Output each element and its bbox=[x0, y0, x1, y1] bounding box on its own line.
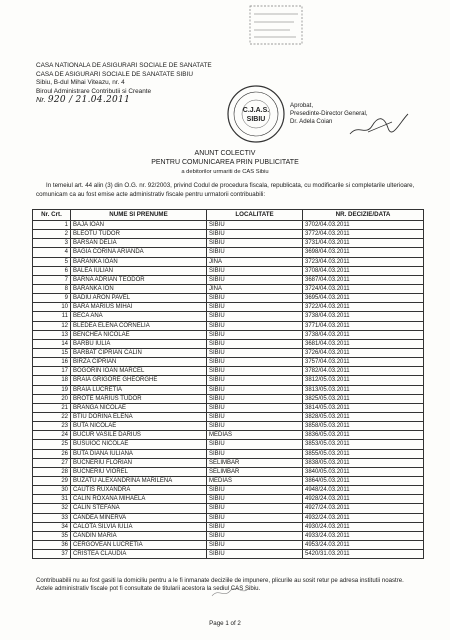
table-row bbox=[33, 367, 424, 376]
cell-name: BARANKA ION bbox=[71, 284, 207, 293]
cell-locality: SIBIU bbox=[207, 339, 303, 348]
cell-decision: 3812/05.03.2011 bbox=[303, 376, 424, 385]
cell-name: BIRZA CIPRIAN bbox=[71, 358, 207, 367]
stamp-text-top: C.J.A.S. bbox=[242, 107, 270, 114]
cell-name: BAJA IOAN bbox=[71, 221, 207, 230]
table-row bbox=[33, 431, 424, 440]
cell-name: BOGORIN IOAN MARCEL bbox=[71, 367, 207, 376]
cell-locality: SELIMBAR bbox=[207, 467, 303, 476]
cell-nr: 19 bbox=[33, 385, 71, 394]
cell-locality: SIBIU bbox=[207, 321, 303, 330]
cell-name: BARBU IULIA bbox=[71, 339, 207, 348]
cell-nr: 10 bbox=[33, 303, 71, 312]
table-row bbox=[33, 239, 424, 248]
cell-decision: 3738/04.03.2011 bbox=[303, 330, 424, 339]
cell-nr: 17 bbox=[33, 367, 71, 376]
cell-decision: 3708/04.03.2011 bbox=[303, 266, 424, 275]
notice-title bbox=[0, 150, 450, 176]
cell-name: CERGOVEAN LUCRETIA bbox=[71, 540, 207, 549]
table-row bbox=[33, 330, 424, 339]
table-row bbox=[33, 531, 424, 540]
debtors-table bbox=[32, 209, 424, 559]
cell-nr: 23 bbox=[33, 422, 71, 431]
table-row bbox=[33, 376, 424, 385]
table-row bbox=[33, 358, 424, 367]
cell-decision: 3738/04.03.2011 bbox=[303, 312, 424, 321]
cell-nr: 13 bbox=[33, 330, 71, 339]
cell-nr: 20 bbox=[33, 394, 71, 403]
cell-name: BTIU DORINA ELENA bbox=[71, 412, 207, 421]
cell-decision: 3838/05.03.2011 bbox=[303, 458, 424, 467]
cell-decision: 4932/24.03.2011 bbox=[303, 513, 424, 522]
cell-locality: SIBIU bbox=[207, 266, 303, 275]
cell-nr: 35 bbox=[33, 531, 71, 540]
cell-name: BUTA DIANA IULIANA bbox=[71, 449, 207, 458]
table-row bbox=[33, 440, 424, 449]
table-body bbox=[33, 221, 424, 559]
cell-nr: 21 bbox=[33, 403, 71, 412]
cell-decision: 3681/04.03.2011 bbox=[303, 339, 424, 348]
cell-decision: 3698/04.03.2011 bbox=[303, 248, 424, 257]
cell-nr: 25 bbox=[33, 440, 71, 449]
cell-locality: SIBIU bbox=[207, 513, 303, 522]
cell-nr: 15 bbox=[33, 348, 71, 357]
cell-decision: 3722/04.03.2011 bbox=[303, 303, 424, 312]
cell-locality: SIBIU bbox=[207, 348, 303, 357]
cell-locality: MEDIAS bbox=[207, 476, 303, 485]
table-row bbox=[33, 275, 424, 284]
cell-locality: SIBIU bbox=[207, 394, 303, 403]
cell-name: CANDIN MARIA bbox=[71, 531, 207, 540]
cell-decision: 3731/04.03.2011 bbox=[303, 239, 424, 248]
cell-locality: SIBIU bbox=[207, 495, 303, 504]
cell-decision: 4927/24.03.2011 bbox=[303, 504, 424, 513]
cell-name: BUCUR VASILE DARIUS bbox=[71, 431, 207, 440]
cell-nr: 5 bbox=[33, 257, 71, 266]
cell-decision: 3836/05.03.2011 bbox=[303, 431, 424, 440]
stamp-text-bottom: SIBIU bbox=[246, 116, 266, 123]
cell-name: CALIN ROXANA MIHAELA bbox=[71, 495, 207, 504]
cell-name: BRANGA NICOLAE bbox=[71, 403, 207, 412]
cell-decision: 3726/04.03.2011 bbox=[303, 348, 424, 357]
cell-locality: SIBIU bbox=[207, 294, 303, 303]
table-row bbox=[33, 550, 424, 559]
table-row bbox=[33, 486, 424, 495]
cell-locality: SIBIU bbox=[207, 422, 303, 431]
cell-locality: SIBIU bbox=[207, 522, 303, 531]
official-stamp bbox=[226, 84, 286, 144]
cell-decision: 3723/04.03.2011 bbox=[303, 257, 424, 266]
cell-decision: 4953/24.03.2011 bbox=[303, 540, 424, 549]
approval-line-3: Dr. Adela Coian bbox=[290, 117, 333, 125]
cell-locality: SIBIU bbox=[207, 367, 303, 376]
cell-locality: SIBIU bbox=[207, 550, 303, 559]
cell-nr: 8 bbox=[33, 284, 71, 293]
cell-name: BRAIA GRIGORE GHEORGHE bbox=[71, 376, 207, 385]
table-row bbox=[33, 348, 424, 357]
cell-locality: SIBIU bbox=[207, 449, 303, 458]
table-row bbox=[33, 312, 424, 321]
table-row bbox=[33, 230, 424, 239]
table-header-row bbox=[33, 210, 424, 221]
footer-line-2: Actele administrativ fiscale pot fi consultate de titularii acestora la sediul CAS Sibiu. bbox=[36, 585, 261, 593]
cell-name: CALOTA SILVIA IULIA bbox=[71, 522, 207, 531]
cell-name: BUSUIOC NICOLAE bbox=[71, 440, 207, 449]
cell-nr: 30 bbox=[33, 486, 71, 495]
cell-nr: 26 bbox=[33, 449, 71, 458]
cell-name: CRISTEA CLAUDIA bbox=[71, 550, 207, 559]
cell-name: BARA MARIUS MIHAI bbox=[71, 303, 207, 312]
table-row bbox=[33, 449, 424, 458]
cell-decision: 3771/04.03.2011 bbox=[303, 321, 424, 330]
registration-value: 920 / 21.04.2011 bbox=[47, 95, 131, 106]
cell-name: BADIU ARON PAVEL bbox=[71, 294, 207, 303]
cell-nr: 14 bbox=[33, 339, 71, 348]
table-row bbox=[33, 513, 424, 522]
cell-nr: 18 bbox=[33, 376, 71, 385]
table-row bbox=[33, 476, 424, 485]
cell-decision: 3772/04.03.2011 bbox=[303, 230, 424, 239]
table-row bbox=[33, 294, 424, 303]
cell-decision: 3840/05.03.2011 bbox=[303, 467, 424, 476]
table-row bbox=[33, 385, 424, 394]
cell-locality: SIBIU bbox=[207, 312, 303, 321]
cell-decision: 3814/05.03.2011 bbox=[303, 403, 424, 412]
column-header-name: NUME SI PRENUME bbox=[71, 210, 207, 221]
cell-name: BLEDEA ELENA CORNELIA bbox=[71, 321, 207, 330]
cell-decision: 4948/24.03.2011 bbox=[303, 486, 424, 495]
title-line-3: a debitorilor urmariti de CAS Sibiu bbox=[181, 168, 269, 175]
cell-decision: 3825/05.03.2011 bbox=[303, 394, 424, 403]
cell-locality: JINA bbox=[207, 284, 303, 293]
table-row bbox=[33, 221, 424, 230]
cell-locality: SIBIU bbox=[207, 412, 303, 421]
cell-name: BLEOTU TUDOR bbox=[71, 230, 207, 239]
cell-decision: 4933/24.03.2011 bbox=[303, 531, 424, 540]
registration-number bbox=[36, 96, 212, 105]
cell-locality: SIBIU bbox=[207, 221, 303, 230]
cell-nr: 33 bbox=[33, 513, 71, 522]
table-row bbox=[33, 339, 424, 348]
cell-decision: 3828/05.03.2011 bbox=[303, 412, 424, 421]
cell-nr: 9 bbox=[33, 294, 71, 303]
table-row bbox=[33, 284, 424, 293]
table-row bbox=[33, 394, 424, 403]
approval-line-2: Presedinte-Director General, bbox=[290, 109, 368, 117]
header-line-3: Sibiu, B-dul Mihai Viteazu, nr. 4 bbox=[36, 79, 125, 87]
table-row bbox=[33, 467, 424, 476]
cell-decision: 3855/05.03.2011 bbox=[303, 449, 424, 458]
intro-paragraph: In temeiul art. 44 alin (3) din O.G. nr. 92/2003, privind Codul de procedura fiscala, republicata, cu modificarile si completarile ulterioare, comunicam ca au fost emise acte administrativ fiscale pentru urmatorii contribuabili: bbox=[36, 182, 415, 198]
cell-locality: SIBIU bbox=[207, 230, 303, 239]
table-row bbox=[33, 540, 424, 549]
cell-name: CANDEA MINERVA bbox=[71, 513, 207, 522]
cell-name: BROTE MARIUS TUDOR bbox=[71, 394, 207, 403]
cell-nr: 31 bbox=[33, 495, 71, 504]
cell-nr: 37 bbox=[33, 550, 71, 559]
cell-nr: 11 bbox=[33, 312, 71, 321]
cell-nr: 3 bbox=[33, 239, 71, 248]
cell-name: BUCNERIU VIOREL bbox=[71, 467, 207, 476]
cell-nr: 7 bbox=[33, 275, 71, 284]
table-row bbox=[33, 257, 424, 266]
table-row bbox=[33, 458, 424, 467]
cell-name: CALIN STEFANA bbox=[71, 504, 207, 513]
cell-decision: 3687/04.03.2011 bbox=[303, 275, 424, 284]
header-line-2: CASA DE ASIGURARI SOCIALE DE SANATATE SIBIU bbox=[36, 70, 193, 78]
cell-name: BENCHEA NICOLAE bbox=[71, 330, 207, 339]
cell-nr: 1 bbox=[33, 221, 71, 230]
cell-name: BALEA IULIAN bbox=[71, 266, 207, 275]
cell-nr: 12 bbox=[33, 321, 71, 330]
institution-header bbox=[36, 62, 212, 105]
column-header-decision: NR. DECIZIE/DATA bbox=[303, 210, 424, 221]
cell-nr: 27 bbox=[33, 458, 71, 467]
cell-name: BARANKA IOAN bbox=[71, 257, 207, 266]
approval-line-1: Aprobat, bbox=[290, 102, 314, 109]
table-row bbox=[33, 303, 424, 312]
cell-decision: 3782/04.03.2011 bbox=[303, 367, 424, 376]
cell-name: BARBAT CIPRIAN CALIN bbox=[71, 348, 207, 357]
cell-decision: 3858/05.03.2011 bbox=[303, 422, 424, 431]
cell-nr: 34 bbox=[33, 522, 71, 531]
cell-decision: 3853/05.03.2011 bbox=[303, 440, 424, 449]
table-row bbox=[33, 412, 424, 421]
cell-name: BAGIA CORINA ARIANDA bbox=[71, 248, 207, 257]
cell-name: BRAIA LUCRETIA bbox=[71, 385, 207, 394]
table-row bbox=[33, 248, 424, 257]
cell-decision: 3864/05.03.2011 bbox=[303, 476, 424, 485]
handwritten-signature bbox=[348, 110, 410, 140]
cell-decision: 3702/04.03.2011 bbox=[303, 221, 424, 230]
cell-locality: SIBIU bbox=[207, 531, 303, 540]
top-stamp-mark bbox=[246, 4, 306, 48]
cell-decision: 3813/05.03.2011 bbox=[303, 385, 424, 394]
table-row bbox=[33, 321, 424, 330]
table-row bbox=[33, 422, 424, 431]
cell-nr: 29 bbox=[33, 476, 71, 485]
cell-decision: 5420/31.03.2011 bbox=[303, 550, 424, 559]
cell-decision: 4930/24.03.2011 bbox=[303, 522, 424, 531]
table-row bbox=[33, 266, 424, 275]
cell-nr: 24 bbox=[33, 431, 71, 440]
cell-locality: SIBIU bbox=[207, 376, 303, 385]
cell-locality: SIBIU bbox=[207, 403, 303, 412]
cell-locality: SIBIU bbox=[207, 540, 303, 549]
column-header-nr: Nr. Crt. bbox=[33, 210, 71, 221]
title-line-2: PENTRU COMUNICAREA PRIN PUBLICITATE bbox=[151, 158, 299, 166]
cell-name: BUCNERIU FLORIAN bbox=[71, 458, 207, 467]
table-row bbox=[33, 495, 424, 504]
handwritten-mark bbox=[210, 586, 250, 600]
cell-nr: 28 bbox=[33, 467, 71, 476]
cell-nr: 22 bbox=[33, 412, 71, 421]
registration-label: Nr. bbox=[36, 95, 46, 105]
cell-locality: MEDIAS bbox=[207, 431, 303, 440]
table-row bbox=[33, 403, 424, 412]
column-header-locality: LOCALITATE bbox=[207, 210, 303, 221]
cell-name: BECA ANA bbox=[71, 312, 207, 321]
header-line-4: Biroul Administrare Contributii si Creante bbox=[36, 87, 152, 95]
cell-nr: 4 bbox=[33, 248, 71, 257]
cell-decision: 3724/04.03.2011 bbox=[303, 284, 424, 293]
cell-locality: SIBIU bbox=[207, 248, 303, 257]
cell-locality: SIBIU bbox=[207, 358, 303, 367]
cell-locality: SIBIU bbox=[207, 504, 303, 513]
cell-locality: SIBIU bbox=[207, 486, 303, 495]
cell-nr: 36 bbox=[33, 540, 71, 549]
cell-locality: SIBIU bbox=[207, 330, 303, 339]
cell-name: BUTA NICOLAE bbox=[71, 422, 207, 431]
cell-decision: 4928/24.03.2011 bbox=[303, 495, 424, 504]
cell-locality: SIBIU bbox=[207, 440, 303, 449]
table-row bbox=[33, 504, 424, 513]
cell-name: BARNA ADRIAN TEODOR bbox=[71, 275, 207, 284]
cell-locality: SIBIU bbox=[207, 275, 303, 284]
cell-decision: 3757/04.03.2011 bbox=[303, 358, 424, 367]
cell-nr: 6 bbox=[33, 266, 71, 275]
cell-locality: SIBIU bbox=[207, 303, 303, 312]
cell-decision: 3695/04.03.2011 bbox=[303, 294, 424, 303]
cell-name: BUZATU ALEXANDRINA MARILENA bbox=[71, 476, 207, 485]
cell-locality: JINA bbox=[207, 257, 303, 266]
cell-nr: 16 bbox=[33, 358, 71, 367]
table-row bbox=[33, 522, 424, 531]
header-line-1: CASA NATIONALA DE ASIGURARI SOCIALE DE SANATATE bbox=[36, 62, 212, 69]
title-line-1: ANUNT COLECTIV bbox=[194, 150, 256, 157]
cell-locality: SIBIU bbox=[207, 385, 303, 394]
cell-nr: 2 bbox=[33, 230, 71, 239]
cell-locality: SIBIU bbox=[207, 239, 303, 248]
cell-nr: 32 bbox=[33, 504, 71, 513]
cell-locality: SELIMBAR bbox=[207, 458, 303, 467]
page-number: Page 1 of 2 bbox=[209, 620, 241, 627]
cell-name: BARSAN DELIA bbox=[71, 239, 207, 248]
cell-name: CAUTIS RUXANDRA bbox=[71, 486, 207, 495]
footer-line-1: Contribuabilii nu au fost gasiti la domiciliu pentru a le fi inmanate deciziile de impunere, plicurile au sosit retur pe adresa institutii noastre. bbox=[36, 577, 404, 584]
